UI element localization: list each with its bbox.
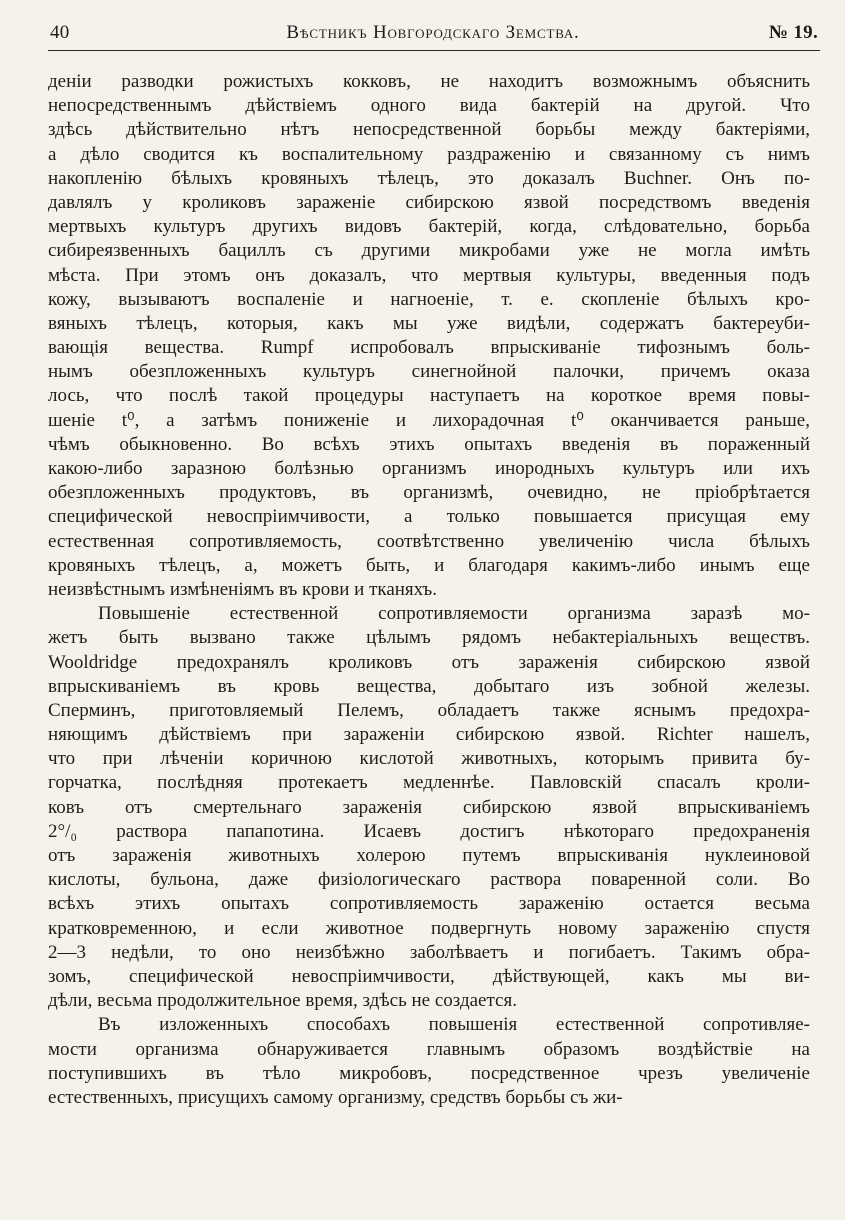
text-line: вяныхъ тѣлецъ, которыя, какъ мы уже видѣли, содержатъ бактереуби- — [48, 312, 810, 334]
text-line: естественная сопротивляемость, соотвѣтственно увеличенію числа бѣлыхъ — [48, 530, 810, 552]
paragraph — [48, 1013, 810, 1110]
text-line: горчатка, послѣдняя протекаетъ медленнѣе. Павловскій спасалъ кроли- — [48, 772, 810, 794]
text-line: Въ изложенныхъ способахъ повышенія естественной сопротивляе- — [98, 1014, 810, 1036]
text-line: впрыскиваніемъ въ кровь вещества, добытаго изъ зобной железы. — [48, 675, 810, 697]
text-line: что при лѣченіи коричною кислотой животныхъ, которымъ привита бу- — [48, 748, 810, 770]
text-line: няющимъ дѣйствіемъ при зараженіи сибирскою язвой. Richter нашелъ, — [48, 724, 810, 746]
text-line: кровяныхъ тѣлецъ, а, можетъ быть, и благодаря какимъ-либо инымъ еще — [48, 554, 810, 576]
text-line: давлялъ у кроликовъ зараженіе сибирскою язвой посредствомъ введенія — [48, 191, 810, 213]
text-line: мѣста. При этомъ онъ доказалъ, что мертвыя культуры, введенныя подъ — [48, 264, 810, 286]
text-line: поступившихъ въ тѣло микробовъ, посредственное чрезъ увеличеніе — [48, 1062, 810, 1084]
text-line: мости организма обнаруживается главнымъ образомъ воздѣйствіе на — [48, 1038, 810, 1060]
text-line: 2°/₀ раствора папапотина. Исаевъ достигъ нѣкотораго предохраненія — [48, 820, 810, 842]
text-line: нымъ обезпложенныхъ культуръ синегнойной палочки, причемъ оказа — [48, 361, 810, 383]
text-line: специфической невоспріимчивости, а только повышается присущая ему — [48, 506, 810, 528]
text-line: Wooldridge предохранялъ кроликовъ отъ зараженія сибирскою язвой — [48, 651, 810, 673]
page-number: 40 — [50, 22, 70, 43]
text-line: естественныхъ, присущихъ самому организму, средствъ борьбы съ жи- — [48, 1086, 623, 1108]
text-line: сибиреязвенныхъ бациллъ съ другими микробами уже не могла имѣть — [48, 240, 810, 262]
text-line: обезпложенныхъ продуктовъ, въ организмѣ, очевидно, не пріобрѣтается — [48, 482, 810, 504]
text-line: накопленію бѣлыхъ кровяныхъ тѣлецъ, это доказалъ Buchner. Онъ по- — [48, 167, 810, 189]
text-line: кислоты, бульона, даже физіологическаго раствора поваренной соли. Во — [48, 869, 810, 891]
paragraph — [48, 70, 810, 602]
text-line: вающія вещества. Rumpf испробовалъ впрыскиваніе тифознымъ боль- — [48, 337, 810, 359]
text-line: отъ зараженія животныхъ холерою путемъ впрыскиванія нуклеиновой — [48, 845, 810, 866]
text-line: ковъ отъ смертельнаго зараженія сибирскою язвой впрыскиваніемъ — [48, 796, 810, 818]
text-line: шеніе t⁰, а затѣмъ пониженіе и лихорадочная t⁰ оканчивается раньше, — [48, 409, 810, 431]
paragraph — [48, 602, 810, 1013]
text-line: Сперминъ, приготовляемый Пелемъ, обладаетъ также яснымъ предохра- — [48, 699, 810, 721]
text-line: 2—3 недѣли, то оно неизбѣжно заболѣваетъ и погибаетъ. Такимъ обра- — [48, 941, 810, 963]
text-line: дѣли, весьма продолжительное время, здѣсь не создается. — [48, 990, 517, 1012]
text-line: чѣмъ обыкновенно. Во всѣхъ этихъ опытахъ введенія въ пораженный — [48, 433, 810, 455]
text-line: жетъ быть вызвано также цѣлымъ рядомъ небактеріальныхъ веществъ. — [48, 627, 810, 649]
text-line: Повышеніе естественной сопротивляемости организма заразѣ мо- — [98, 603, 810, 625]
text-line: какою-либо заразною болѣзнью организмъ инородныхъ культуръ или ихъ — [48, 458, 810, 479]
text-line: непосредственнымъ дѣйствіемъ одного вида бактерій на другой. Что — [48, 95, 810, 117]
running-header — [48, 22, 818, 46]
text-line: здѣсь дѣйствительно нѣтъ непосредственной борьбы между бактеріями, — [48, 119, 810, 141]
text-line: неизвѣстнымъ измѣненіямъ въ крови и тканяхъ. — [48, 578, 438, 600]
text-line: всѣхъ этихъ опытахъ сопротивляемость зараженію остается весьма — [48, 893, 810, 915]
journal-title: Вѣстникъ Новгородскаго Земства. — [286, 22, 580, 43]
text-line: кожу, вызываютъ воспаленіе и нагноеніе, т. е. скопленіе бѣлыхъ кро- — [48, 288, 810, 310]
text-line: а дѣло сводится къ воспалительному раздраженію и связанному съ нимъ — [48, 143, 810, 165]
text-line: кратковременною, и если животное подвергнуть новому зараженію спустя — [48, 917, 810, 939]
text-line: лось, что послѣ такой процедуры наступаетъ на короткое время повы- — [48, 385, 810, 407]
text-line: мертвыхъ культуръ другихъ видовъ бактерій, когда, слѣдовательно, борьба — [48, 216, 810, 238]
issue-number: № 19. — [768, 22, 818, 43]
text-line: зомъ, специфической невоспріимчивости, дѣйствующей, какъ мы ви- — [48, 965, 810, 987]
body-text — [48, 70, 810, 1110]
text-line: деніи разводки рожистыхъ кокковъ, не находитъ возможнымъ объяснить — [48, 71, 810, 92]
header-rule — [48, 50, 820, 51]
